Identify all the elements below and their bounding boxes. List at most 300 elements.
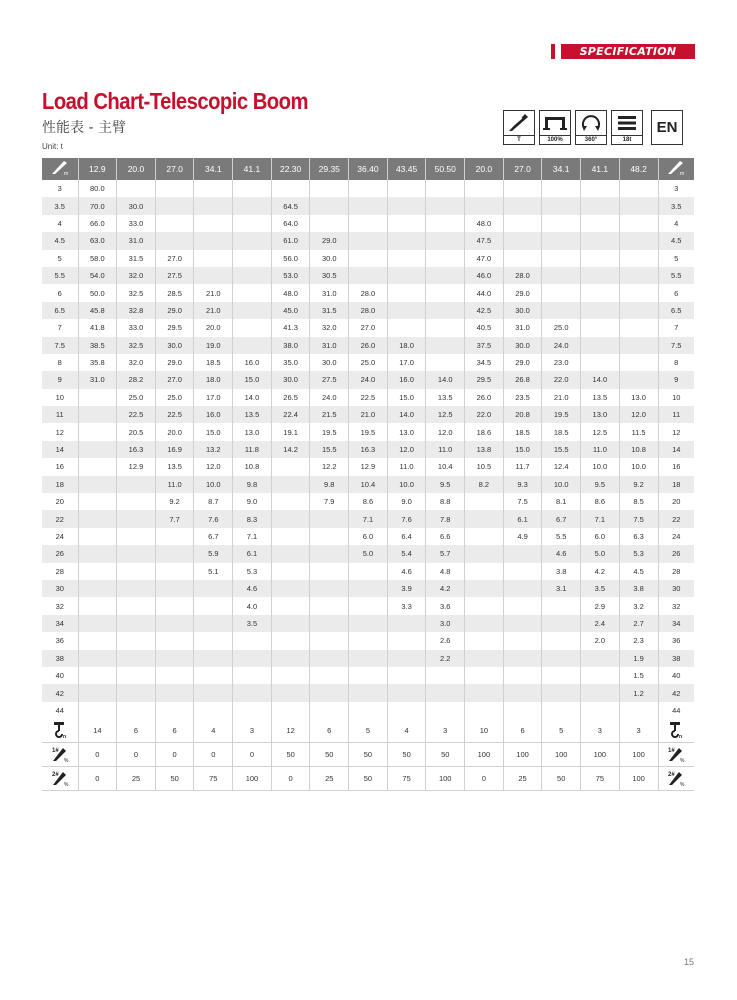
footer-row <box>42 719 694 743</box>
capacity-cell: 5.3 <box>233 563 272 580</box>
footer-cell: 25 <box>503 767 542 791</box>
capacity-cell: 11.8 <box>233 441 272 458</box>
capacity-cell: 1.9 <box>619 650 658 667</box>
capacity-cell <box>503 197 542 214</box>
svg-text:%: % <box>680 757 685 763</box>
footer-cell: 0 <box>78 767 117 791</box>
capacity-cell: 12.4 <box>542 458 581 475</box>
capacity-cell <box>117 650 156 667</box>
capacity-cell: 18.6 <box>465 423 504 440</box>
slewing-icon <box>575 110 607 136</box>
capacity-cell <box>349 702 388 719</box>
capacity-cell: 27.5 <box>310 371 349 388</box>
capacity-cell: 13.2 <box>194 441 233 458</box>
capacity-cell: 30.0 <box>117 197 156 214</box>
capacity-cell <box>542 284 581 301</box>
capacity-cell <box>387 667 426 684</box>
radius-cell: 4 <box>658 215 694 232</box>
capacity-cell <box>426 197 465 214</box>
capacity-cell <box>194 232 233 249</box>
capacity-cell: 6.0 <box>581 528 620 545</box>
radius-cell: 7 <box>658 319 694 336</box>
capacity-cell <box>349 267 388 284</box>
radius-cell: 3.5 <box>658 197 694 214</box>
capacity-cell <box>194 632 233 649</box>
capacity-cell: 8.6 <box>349 493 388 510</box>
radius-cell: 9 <box>42 371 78 388</box>
capacity-cell: 20.0 <box>194 319 233 336</box>
capacity-cell <box>310 702 349 719</box>
capacity-cell: 10.8 <box>619 441 658 458</box>
capacity-cell <box>117 493 156 510</box>
capacity-cell <box>581 302 620 319</box>
footer-cell: 25 <box>310 767 349 791</box>
capacity-cell: 30.0 <box>503 302 542 319</box>
capacity-cell: 8.6 <box>581 493 620 510</box>
capacity-cell <box>78 493 117 510</box>
capacity-cell: 19.1 <box>271 423 310 440</box>
capacity-cell <box>117 563 156 580</box>
capacity-cell <box>310 197 349 214</box>
capacity-cell: 16.0 <box>194 406 233 423</box>
capacity-cell: 15.5 <box>310 441 349 458</box>
capacity-cell <box>503 580 542 597</box>
capacity-cell <box>387 250 426 267</box>
capacity-cell: 12.0 <box>194 458 233 475</box>
capacity-cell: 21.5 <box>310 406 349 423</box>
capacity-cell <box>310 632 349 649</box>
capacity-cell: 18.5 <box>542 423 581 440</box>
capacity-cell: 9.5 <box>426 476 465 493</box>
capacity-cell: 4.6 <box>233 580 272 597</box>
capacity-cell <box>619 371 658 388</box>
capacity-cell <box>310 615 349 632</box>
capacity-cell <box>78 563 117 580</box>
capacity-cell: 4.2 <box>581 563 620 580</box>
capacity-cell: 10.0 <box>542 476 581 493</box>
footer-row <box>42 743 694 767</box>
capacity-cell <box>465 528 504 545</box>
capacity-cell <box>387 319 426 336</box>
svg-text:1#: 1# <box>51 747 59 754</box>
capacity-cell <box>426 250 465 267</box>
capacity-cell: 5.1 <box>194 563 233 580</box>
table-row <box>42 493 694 510</box>
capacity-cell: 25.0 <box>349 354 388 371</box>
capacity-cell <box>155 180 194 197</box>
capacity-cell: 13.5 <box>233 406 272 423</box>
radius-cell: 34 <box>658 615 694 632</box>
capacity-cell: 21.0 <box>542 389 581 406</box>
capacity-cell <box>465 615 504 632</box>
counterweight-config: 18t <box>611 110 643 145</box>
capacity-cell: 30.0 <box>271 371 310 388</box>
capacity-cell: 6.4 <box>387 528 426 545</box>
capacity-cell <box>78 702 117 719</box>
capacity-cell <box>310 597 349 614</box>
capacity-cell: 19.5 <box>542 406 581 423</box>
capacity-cell: 42.5 <box>465 302 504 319</box>
capacity-cell: 58.0 <box>78 250 117 267</box>
capacity-cell <box>581 354 620 371</box>
radius-cell: 22 <box>658 510 694 527</box>
capacity-cell: 9.5 <box>581 476 620 493</box>
radius-cell: 12 <box>658 423 694 440</box>
radius-cell: 26 <box>42 545 78 562</box>
radius-cell: 16 <box>42 458 78 475</box>
capacity-cell <box>581 667 620 684</box>
capacity-cell: 29.5 <box>155 319 194 336</box>
capacity-cell: 66.0 <box>78 215 117 232</box>
capacity-cell <box>271 476 310 493</box>
boom-length-header: 27.0 <box>155 158 194 180</box>
slewing-config: 360° <box>575 110 607 145</box>
capacity-cell <box>542 615 581 632</box>
capacity-cell <box>194 667 233 684</box>
table-row <box>42 232 694 249</box>
footer-cell: 0 <box>78 743 117 767</box>
capacity-cell: 29.0 <box>155 302 194 319</box>
capacity-cell: 37.5 <box>465 337 504 354</box>
capacity-cell: 6.6 <box>426 528 465 545</box>
capacity-cell <box>387 284 426 301</box>
capacity-cell: 8.8 <box>426 493 465 510</box>
radius-cell: 10 <box>658 389 694 406</box>
table-row <box>42 337 694 354</box>
capacity-cell <box>155 528 194 545</box>
capacity-cell <box>233 284 272 301</box>
capacity-cell <box>619 337 658 354</box>
capacity-cell: 13.0 <box>619 389 658 406</box>
capacity-cell <box>155 650 194 667</box>
capacity-cell: 12.5 <box>426 406 465 423</box>
capacity-cell: 26.8 <box>503 371 542 388</box>
radius-cell: 3 <box>658 180 694 197</box>
capacity-cell <box>194 250 233 267</box>
table-body <box>42 180 694 791</box>
capacity-cell: 32.8 <box>117 302 156 319</box>
capacity-cell <box>542 267 581 284</box>
radius-cell: 18 <box>42 476 78 493</box>
capacity-cell: 20.0 <box>155 423 194 440</box>
table-row <box>42 684 694 701</box>
radius-cell: 11 <box>42 406 78 423</box>
capacity-cell <box>503 650 542 667</box>
boom-length-header: 41.1 <box>581 158 620 180</box>
capacity-cell <box>503 215 542 232</box>
capacity-cell: 10.0 <box>581 458 620 475</box>
capacity-cell <box>117 476 156 493</box>
capacity-cell <box>581 215 620 232</box>
capacity-cell <box>465 597 504 614</box>
capacity-cell: 2.4 <box>581 615 620 632</box>
radius-cell: 44 <box>42 702 78 719</box>
capacity-cell <box>78 684 117 701</box>
capacity-cell: 38.5 <box>78 337 117 354</box>
capacity-cell <box>271 180 310 197</box>
table-row <box>42 476 694 493</box>
capacity-cell: 4.8 <box>426 563 465 580</box>
capacity-cell: 45.8 <box>78 302 117 319</box>
table-row <box>42 615 694 632</box>
capacity-cell: 29.0 <box>503 284 542 301</box>
capacity-cell: 33.0 <box>117 215 156 232</box>
capacity-cell: 12.9 <box>349 458 388 475</box>
boom-length-header: 41.1 <box>233 158 272 180</box>
capacity-cell <box>349 632 388 649</box>
capacity-cell <box>233 215 272 232</box>
radius-cell: 5.5 <box>42 267 78 284</box>
capacity-cell: 12.0 <box>387 441 426 458</box>
capacity-cell <box>78 528 117 545</box>
radius-cell: 14 <box>658 441 694 458</box>
table-row <box>42 354 694 371</box>
capacity-cell: 9.2 <box>619 476 658 493</box>
capacity-cell <box>465 197 504 214</box>
capacity-cell <box>542 302 581 319</box>
capacity-cell <box>194 197 233 214</box>
radius-cell: 6 <box>658 284 694 301</box>
footer-cell: 100 <box>233 767 272 791</box>
capacity-cell: 13.5 <box>426 389 465 406</box>
footer-cell: 50 <box>542 767 581 791</box>
capacity-cell: 35.0 <box>271 354 310 371</box>
capacity-cell <box>78 632 117 649</box>
page-number: 15 <box>684 957 695 967</box>
page-title: Load Chart-Telescopic Boom <box>42 88 308 114</box>
capacity-cell <box>233 702 272 719</box>
radius-cell: 8 <box>658 354 694 371</box>
capacity-cell: 12.9 <box>117 458 156 475</box>
capacity-cell <box>465 180 504 197</box>
capacity-cell <box>542 250 581 267</box>
capacity-cell: 44.0 <box>465 284 504 301</box>
capacity-cell: 24.0 <box>542 337 581 354</box>
capacity-cell <box>581 702 620 719</box>
capacity-cell <box>271 545 310 562</box>
capacity-cell: 18.0 <box>387 337 426 354</box>
spec-accent-bar <box>551 44 555 59</box>
footer-cell: 12 <box>271 719 310 743</box>
footer-cell: 100 <box>426 767 465 791</box>
capacity-cell: 26.0 <box>349 337 388 354</box>
radius-cell: 20 <box>658 493 694 510</box>
capacity-cell <box>78 650 117 667</box>
capacity-cell: 4.0 <box>233 597 272 614</box>
capacity-cell: 3.8 <box>542 563 581 580</box>
capacity-cell: 13.5 <box>581 389 620 406</box>
capacity-cell <box>271 458 310 475</box>
capacity-cell <box>503 615 542 632</box>
table-row <box>42 458 694 475</box>
capacity-cell: 21.0 <box>349 406 388 423</box>
capacity-cell <box>619 250 658 267</box>
capacity-cell <box>542 632 581 649</box>
boom-length-header: 48.2 <box>619 158 658 180</box>
capacity-cell: 54.0 <box>78 267 117 284</box>
capacity-cell <box>349 250 388 267</box>
radius-cell: 30 <box>658 580 694 597</box>
capacity-cell <box>78 580 117 597</box>
capacity-cell: 10.5 <box>465 458 504 475</box>
capacity-cell: 5.0 <box>349 545 388 562</box>
radius-cell: 7 <box>42 319 78 336</box>
capacity-cell: 9.8 <box>310 476 349 493</box>
capacity-cell: 31.5 <box>310 302 349 319</box>
capacity-cell: 29.0 <box>310 232 349 249</box>
capacity-cell <box>465 493 504 510</box>
capacity-cell: 3.6 <box>426 597 465 614</box>
capacity-cell <box>542 197 581 214</box>
capacity-cell <box>349 684 388 701</box>
footer-cell: 0 <box>194 743 233 767</box>
capacity-cell <box>117 580 156 597</box>
capacity-cell <box>233 337 272 354</box>
capacity-cell <box>233 267 272 284</box>
boom-length-header: 29.35 <box>310 158 349 180</box>
footer-cell: 50 <box>349 743 388 767</box>
capacity-cell <box>194 180 233 197</box>
capacity-cell <box>387 702 426 719</box>
capacity-cell: 16.3 <box>349 441 388 458</box>
capacity-cell: 3.9 <box>387 580 426 597</box>
capacity-cell: 7.1 <box>581 510 620 527</box>
boom-length-header: 43.45 <box>387 158 426 180</box>
radius-cell: 32 <box>42 597 78 614</box>
capacity-cell: 29.0 <box>503 354 542 371</box>
capacity-cell: 48.0 <box>465 215 504 232</box>
radius-cell: 16 <box>658 458 694 475</box>
capacity-cell <box>619 319 658 336</box>
capacity-cell: 16.9 <box>155 441 194 458</box>
radius-cell: 4.5 <box>42 232 78 249</box>
capacity-cell: 27.5 <box>155 267 194 284</box>
capacity-cell: 9.0 <box>233 493 272 510</box>
capacity-cell <box>581 284 620 301</box>
capacity-cell: 10.0 <box>619 458 658 475</box>
radius-cell: 14 <box>42 441 78 458</box>
capacity-cell <box>387 180 426 197</box>
footer-cell: 50 <box>271 743 310 767</box>
footer-cell: 50 <box>310 743 349 767</box>
capacity-cell: 11.7 <box>503 458 542 475</box>
capacity-cell <box>619 302 658 319</box>
capacity-cell <box>387 632 426 649</box>
capacity-cell: 2.9 <box>581 597 620 614</box>
capacity-cell: 24.0 <box>310 389 349 406</box>
capacity-cell: 14.0 <box>387 406 426 423</box>
capacity-cell <box>349 650 388 667</box>
capacity-cell <box>465 510 504 527</box>
footer-cell: 0 <box>155 743 194 767</box>
radius-cell: 5 <box>42 250 78 267</box>
cylinder-1-icon <box>42 743 78 767</box>
capacity-cell <box>310 684 349 701</box>
capacity-cell <box>310 580 349 597</box>
load-chart-table <box>42 158 694 791</box>
capacity-cell: 30.0 <box>310 354 349 371</box>
capacity-cell <box>426 302 465 319</box>
footer-cell: 0 <box>271 767 310 791</box>
header-row <box>42 158 694 180</box>
capacity-cell: 26.0 <box>465 389 504 406</box>
capacity-cell: 31.0 <box>310 284 349 301</box>
capacity-cell <box>310 545 349 562</box>
svg-text:%: % <box>63 757 69 763</box>
hook-reeving-icon <box>658 719 694 743</box>
capacity-cell <box>503 702 542 719</box>
capacity-cell: 22.0 <box>542 371 581 388</box>
capacity-cell <box>233 667 272 684</box>
capacity-cell: 11.0 <box>155 476 194 493</box>
capacity-cell <box>349 667 388 684</box>
footer-cell: 3 <box>581 719 620 743</box>
capacity-cell <box>349 180 388 197</box>
table-row <box>42 371 694 388</box>
capacity-cell <box>233 302 272 319</box>
capacity-cell <box>78 545 117 562</box>
footer-cell: 14 <box>78 719 117 743</box>
capacity-cell <box>117 667 156 684</box>
capacity-cell <box>310 650 349 667</box>
capacity-cell <box>155 702 194 719</box>
capacity-cell: 9.0 <box>387 493 426 510</box>
capacity-cell <box>542 597 581 614</box>
capacity-cell <box>233 197 272 214</box>
radius-cell: 3 <box>42 180 78 197</box>
radius-cell: 32 <box>658 597 694 614</box>
capacity-cell <box>426 232 465 249</box>
capacity-cell: 12.0 <box>426 423 465 440</box>
capacity-cell <box>465 702 504 719</box>
capacity-cell: 22.4 <box>271 406 310 423</box>
footer-row <box>42 767 694 791</box>
footer-cell: 100 <box>465 743 504 767</box>
boom-length-header: 20.0 <box>117 158 156 180</box>
capacity-cell: 10.4 <box>349 476 388 493</box>
boom-length-header: 20.0 <box>465 158 504 180</box>
capacity-cell <box>619 215 658 232</box>
capacity-cell <box>465 632 504 649</box>
capacity-cell <box>387 232 426 249</box>
footer-cell: 0 <box>117 743 156 767</box>
capacity-cell: 3.5 <box>233 615 272 632</box>
capacity-cell <box>581 180 620 197</box>
capacity-cell: 28.0 <box>503 267 542 284</box>
capacity-cell: 30.0 <box>155 337 194 354</box>
radius-cell: 38 <box>658 650 694 667</box>
capacity-cell <box>465 563 504 580</box>
capacity-cell <box>271 510 310 527</box>
svg-text:m: m <box>680 171 685 176</box>
capacity-cell: 32.0 <box>117 354 156 371</box>
radius-cell: 7.5 <box>42 337 78 354</box>
radius-cell: 24 <box>42 528 78 545</box>
capacity-cell <box>271 632 310 649</box>
capacity-cell <box>619 702 658 719</box>
capacity-cell <box>542 232 581 249</box>
capacity-cell <box>194 580 233 597</box>
table-row <box>42 406 694 423</box>
page-subtitle: 性能表 - 主臂 <box>42 120 126 136</box>
footer-cell: 6 <box>155 719 194 743</box>
radius-cell: 11 <box>658 406 694 423</box>
capacity-cell <box>503 180 542 197</box>
capacity-cell: 61.0 <box>271 232 310 249</box>
radius-cell: 10 <box>42 389 78 406</box>
capacity-cell: 8.5 <box>619 493 658 510</box>
capacity-cell: 4.9 <box>503 528 542 545</box>
